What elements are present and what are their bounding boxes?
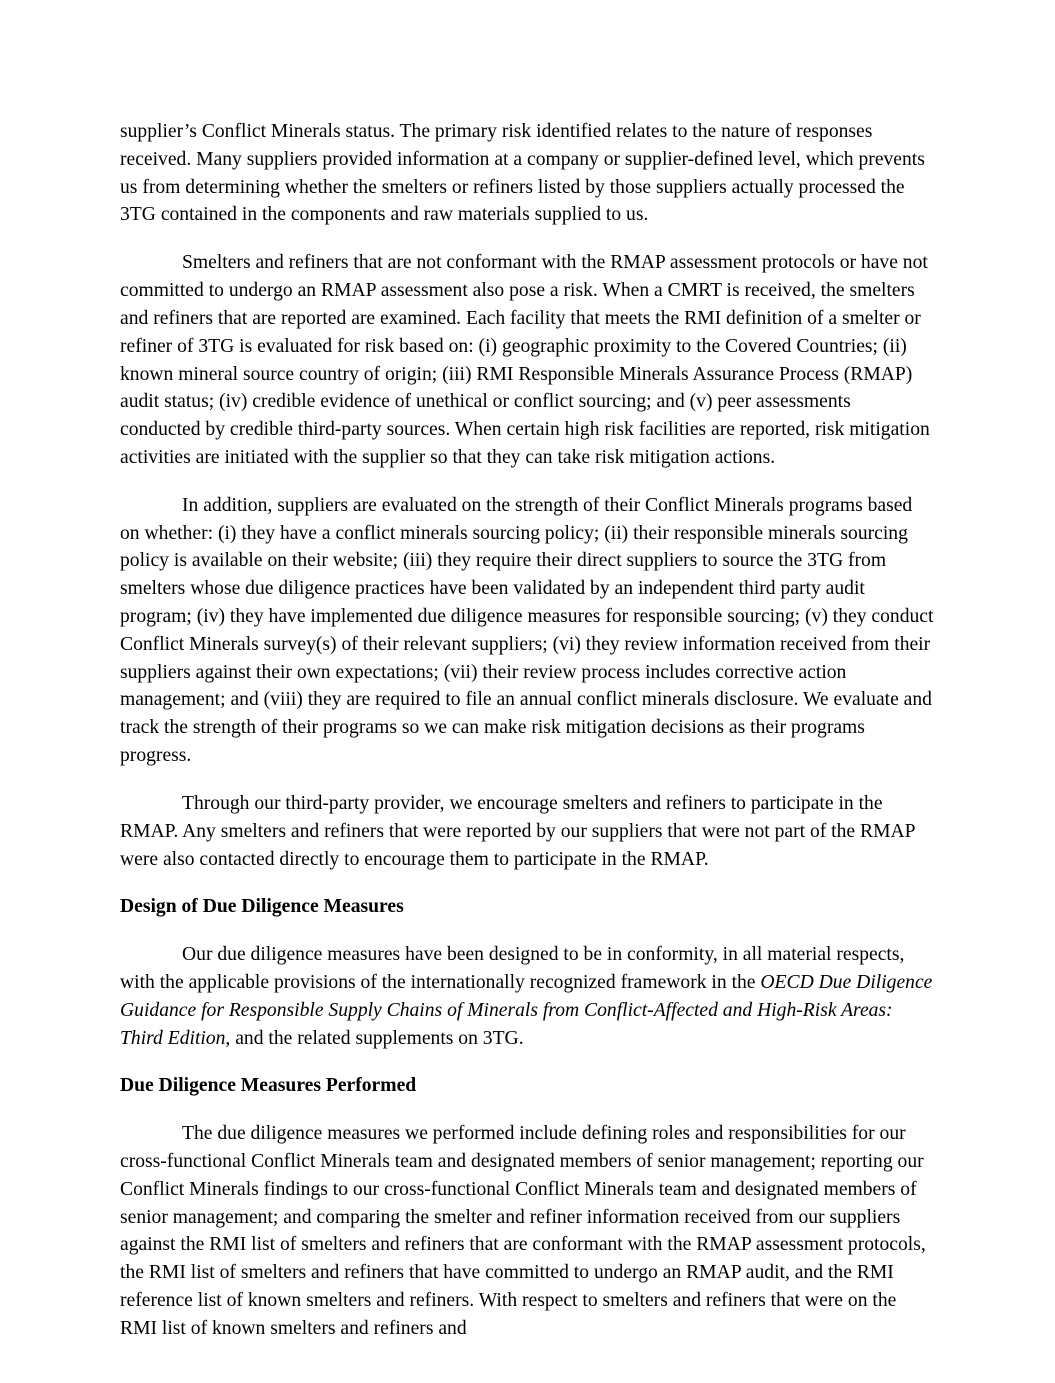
paragraph-spacer (120, 229, 935, 249)
paragraph: supplier’s Conflict Minerals status. The primary risk identified relates to the nature of responses received. Many suppliers provided information at a company or supplier-defined level, which prevents us from determining whether the smelters or refiners listed by those suppliers actually processed the 3TG contained in the components and raw materials supplied to us. (120, 121, 925, 226)
oecd-guidance-title: OECD Due Diligence Guidance for Responsible Supply Chains of Minerals from Conflict-Affected and High-Risk Areas: Third Edition (120, 971, 933, 1049)
paragraph-spacer (120, 1052, 935, 1072)
paragraph-spacer (120, 472, 935, 492)
paragraph-suffix: , and the related supplements on 3TG. (225, 1027, 524, 1049)
paragraph-oecd-guidance (120, 941, 935, 1052)
paragraph-spacer (120, 770, 935, 790)
paragraph: Through our third-party provider, we encourage smelters and refiners to participate in the RMAP. Any smelters and refiners that were reported by our suppliers that were not part of the RMAP were also contacted directly to encourage them to participate in the RMAP. (120, 792, 915, 870)
paragraph-prefix: Our due diligence measures have been designed to be in conformity, in all material respects, with the applicable provisions of the internationally recognized framework in the (120, 944, 905, 993)
paragraph-spacer (120, 1100, 935, 1120)
paragraph: The due diligence measures we performed include defining roles and responsibilities for our cross-functional Conflict Minerals team and designated members of senior management; reporting our Conflict Minerals findings to our cross-functional Conflict Minerals team and designated members of senior management; and comparing the smelter and refiner information received from our suppliers against the RMI list of smelters and refiners that are conformant with the RMAP assessment protocols, the RMI list of smelters and refiners that have committed to undergo an RMAP audit, and the RMI reference list of known smelters and refiners. With respect to smelters and refiners that were on the RMI list of known smelters and refiners and (120, 1123, 926, 1339)
paragraph-spacer (120, 921, 935, 941)
paragraph-spacer (120, 873, 935, 893)
paragraph: In addition, suppliers are evaluated on the strength of their Conflict Minerals programs based on whether: (i) they have a conflict minerals sourcing policy; (ii) their responsible minerals sourcing policy is available on their website; (iii) they require their direct suppliers to source the 3TG from smelters whose due diligence practices have been validated by an independent third party audit program; (iv) they have implemented due diligence measures for responsible sourcing; (v) they conduct Conflict Minerals survey(s) of their relevant suppliers; (vi) they review information received from their suppliers against their own expectations; (vii) their review process includes corrective action management; and (viii) they are required to file an annual conflict minerals disclosure. We evaluate and track the strength of their programs so we can make risk mitigation decisions as their programs progress. (120, 494, 934, 767)
section-heading-design-of-due-diligence-measures: Design of Due Diligence Measures (120, 896, 404, 918)
document-body (120, 118, 935, 1343)
section-heading-due-diligence-measures-performed: Due Diligence Measures Performed (120, 1075, 417, 1097)
paragraph: Smelters and refiners that are not conformant with the RMAP assessment protocols or have not committed to undergo an RMAP assessment also pose a risk. When a CMRT is received, the smelters and refiners that are reported are examined. Each facility that meets the RMI definition of a smelter or refiner of 3TG is evaluated for risk based on: (i) geographic proximity to the Covered Countries; (ii) known mineral source country of origin; (iii) RMI Responsible Minerals Assurance Process (RMAP) audit status; (iv) credible evidence of unethical or conflict sourcing; and (v) peer assessments conducted by credible third-party sources. When certain high risk facilities are reported, risk mitigation activities are initiated with the supplier so that they can take risk mitigation actions. (120, 252, 930, 468)
